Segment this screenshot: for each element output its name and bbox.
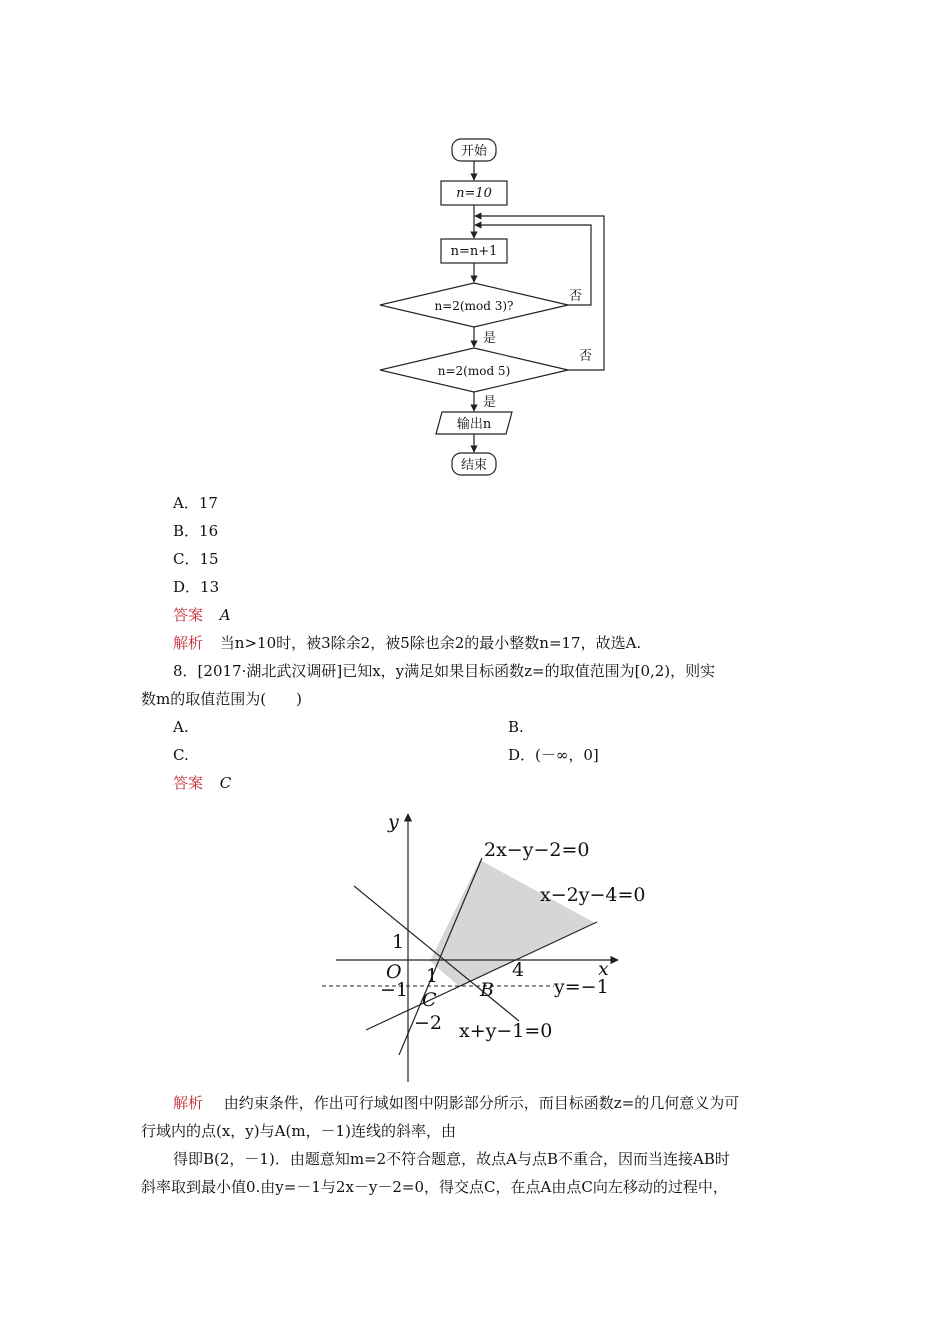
x-axis-label: x — [598, 958, 609, 980]
point-c-label: C — [422, 989, 437, 1011]
q8-option-d: D．(－∞，0] — [508, 746, 599, 764]
q8-stem-line1: 8．[2017·湖北武汉调研]已知x，y满足如果目标函数z=的取值范围为[0,2)，则实 — [173, 662, 716, 680]
option-a: A．17 — [173, 494, 218, 512]
y-axis-label: y — [388, 811, 399, 833]
start-label: 开始 — [460, 144, 488, 159]
tick-neg1: −1 — [380, 979, 409, 1001]
analysis-row — [173, 633, 641, 653]
analysis2-line2: 行域内的点(x，y)与A(m，－1)连线的斜率，由 — [141, 1122, 456, 1140]
option-d: D．13 — [173, 578, 220, 596]
q8-option-a: A. — [173, 718, 189, 736]
line1-label: 2x−y−2=0 — [484, 839, 590, 861]
yes-label-2: 是 — [483, 395, 497, 410]
line4-label: x+y−1=0 — [459, 1020, 553, 1042]
analysis2-line4: 斜率取到最小值0.由y=－1与2x－y－2=0，得交点C，在点A由点C向左移动的过程中， — [141, 1178, 728, 1196]
output-label: 输出n — [456, 417, 492, 432]
line2-label: x−2y−4=0 — [540, 884, 646, 906]
analysis2-text1: 由约束条件，作出可行域如图中阴影部分所示，而目标函数z=的几何意义为可 — [223, 1094, 740, 1112]
q8-answer-label: 答案 — [173, 774, 204, 792]
q8-option-c: C. — [173, 746, 189, 764]
tick-neg2: −2 — [414, 1012, 443, 1034]
init-label: n=10 — [456, 186, 492, 201]
tick-x-4: 4 — [512, 959, 525, 981]
analysis2-line1 — [173, 1093, 739, 1113]
origin-label: O — [386, 961, 402, 983]
cond2-label: n=2(mod 5) — [437, 364, 511, 378]
analysis2-line3: 得即B(2，－1)．由题意知m=2不符合题意，故点A与点B不重合，因而当连接AB时 — [173, 1150, 730, 1168]
tick-y-1: 1 — [392, 931, 405, 953]
flowchart — [365, 127, 625, 489]
point-b-label: B — [480, 979, 494, 1001]
analysis2-label: 解析 — [173, 1094, 204, 1112]
yes-label-1: 是 — [483, 331, 497, 346]
answer-value: A — [219, 606, 231, 624]
option-c: C．15 — [173, 550, 219, 568]
end-label: 结束 — [460, 458, 488, 473]
answer-row — [173, 605, 231, 625]
q8-stem-line2: 数m的取值范围为( ) — [141, 690, 302, 708]
tick-x-1: 1 — [426, 965, 439, 987]
option-b: B．16 — [173, 522, 219, 540]
q8-answer-row — [173, 773, 231, 793]
no-label-2: 否 — [579, 349, 593, 364]
q8-answer-value: C — [219, 774, 232, 792]
feasible-region-graph — [322, 800, 662, 1088]
line3-label: y=−1 — [554, 976, 609, 998]
answer-label: 答案 — [173, 606, 204, 624]
cond1-label: n=2(mod 3)? — [434, 299, 514, 313]
no-label-1: 否 — [569, 289, 583, 304]
analysis-label: 解析 — [173, 634, 204, 652]
analysis-text: 当n>10时，被3除余2，被5除也余2的最小整数n=17，故选A. — [219, 634, 642, 652]
q8-option-b: B. — [508, 718, 524, 736]
increment-label: n=n+1 — [450, 244, 498, 259]
